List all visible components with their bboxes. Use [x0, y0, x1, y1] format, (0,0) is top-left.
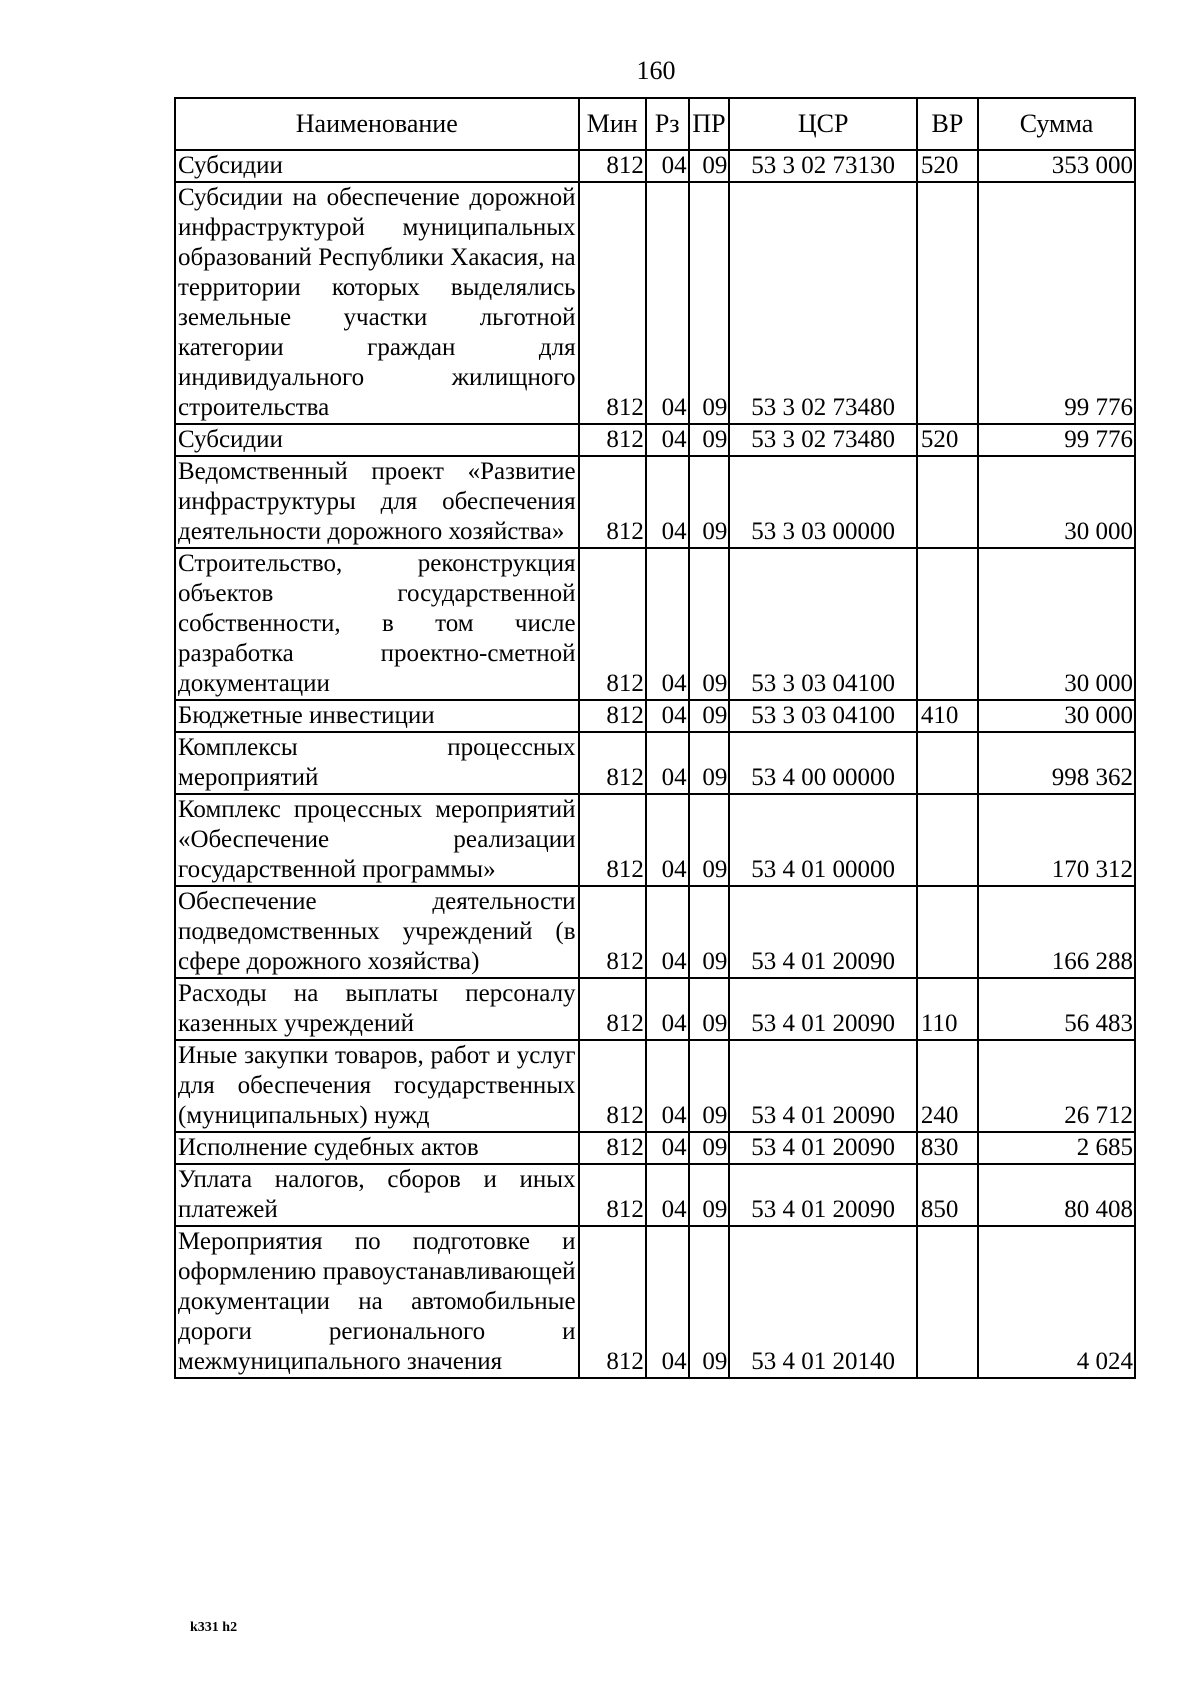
header-rz: Рз	[646, 98, 689, 150]
cell-sum: 353 000	[978, 150, 1135, 182]
cell-csr: 53 3 02 73480	[729, 424, 917, 456]
cell-vr	[917, 732, 978, 794]
table-row	[175, 182, 1135, 424]
cell-pr: 09	[689, 1132, 730, 1164]
cell-name: Субсидии	[175, 150, 579, 182]
table-row	[175, 978, 1135, 1040]
cell-name: Бюджетные инвестиции	[175, 700, 579, 732]
cell-rz: 04	[646, 150, 689, 182]
table-row	[175, 424, 1135, 456]
cell-min: 812	[579, 1164, 646, 1226]
cell-csr: 53 4 01 20090	[729, 886, 917, 978]
header-vr: ВР	[917, 98, 978, 150]
cell-rz: 04	[646, 732, 689, 794]
cell-min: 812	[579, 1040, 646, 1132]
cell-pr: 09	[689, 548, 730, 700]
cell-min: 812	[579, 548, 646, 700]
cell-min: 812	[579, 700, 646, 732]
cell-csr: 53 3 03 04100	[729, 700, 917, 732]
cell-min: 812	[579, 1226, 646, 1378]
cell-sum: 998 362	[978, 732, 1135, 794]
cell-pr: 09	[689, 1040, 730, 1132]
cell-min: 812	[579, 182, 646, 424]
cell-rz: 04	[646, 1226, 689, 1378]
cell-name: Исполнение судебных актов	[175, 1132, 579, 1164]
table-row	[175, 1226, 1135, 1378]
cell-pr: 09	[689, 182, 730, 424]
budget-table	[174, 97, 1136, 1379]
cell-pr: 09	[689, 886, 730, 978]
cell-vr	[917, 886, 978, 978]
table-row	[175, 1040, 1135, 1132]
cell-rz: 04	[646, 548, 689, 700]
cell-vr: 110	[917, 978, 978, 1040]
cell-vr: 520	[917, 150, 978, 182]
cell-min: 812	[579, 886, 646, 978]
header-csr: ЦСР	[729, 98, 917, 150]
cell-pr: 09	[689, 456, 730, 548]
cell-sum: 99 776	[978, 182, 1135, 424]
cell-sum: 56 483	[978, 978, 1135, 1040]
cell-csr: 53 4 01 20090	[729, 1164, 917, 1226]
cell-min: 812	[579, 732, 646, 794]
cell-pr: 09	[689, 794, 730, 886]
cell-vr	[917, 548, 978, 700]
table-row	[175, 732, 1135, 794]
table-row	[175, 548, 1135, 700]
cell-name: Субсидии на обеспечение дорожной инфраструктурой муниципальных образований Республики Хакасия, на территории которых выделялись земельные участки льготной категории граждан для индивидуального жилищного строительства	[175, 182, 579, 424]
table-row	[175, 1132, 1135, 1164]
table-row	[175, 794, 1135, 886]
cell-name: Расходы на выплаты персоналу казенных учреждений	[175, 978, 579, 1040]
cell-csr: 53 4 00 00000	[729, 732, 917, 794]
cell-vr	[917, 1226, 978, 1378]
cell-name: Обеспечение деятельности подведомственных учреждений (в сфере дорожного хозяйства)	[175, 886, 579, 978]
cell-pr: 09	[689, 150, 730, 182]
cell-min: 812	[579, 150, 646, 182]
cell-csr: 53 4 01 20090	[729, 1132, 917, 1164]
cell-sum: 30 000	[978, 548, 1135, 700]
cell-pr: 09	[689, 978, 730, 1040]
cell-min: 812	[579, 456, 646, 548]
cell-min: 812	[579, 978, 646, 1040]
page-number: 160	[636, 56, 676, 85]
cell-vr: 850	[917, 1164, 978, 1226]
header-name: Наименование	[175, 98, 579, 150]
cell-rz: 04	[646, 456, 689, 548]
cell-name: Иные закупки товаров, работ и услуг для обеспечения государственных (муниципальных) нужд	[175, 1040, 579, 1132]
cell-csr: 53 4 01 00000	[729, 794, 917, 886]
cell-csr: 53 3 03 04100	[729, 548, 917, 700]
cell-sum: 80 408	[978, 1164, 1135, 1226]
cell-rz: 04	[646, 1164, 689, 1226]
cell-rz: 04	[646, 978, 689, 1040]
cell-sum: 170 312	[978, 794, 1135, 886]
cell-pr: 09	[689, 732, 730, 794]
cell-name: Уплата налогов, сборов и иных платежей	[175, 1164, 579, 1226]
header-min: Мин	[579, 98, 646, 150]
cell-csr: 53 4 01 20140	[729, 1226, 917, 1378]
header-pr: ПР	[689, 98, 730, 150]
cell-pr: 09	[689, 1226, 730, 1378]
cell-pr: 09	[689, 1164, 730, 1226]
cell-name: Комплекс процессных мероприятий «Обеспечение реализации государственной программы»	[175, 794, 579, 886]
cell-name: Ведомственный проект «Развитие инфраструктуры для обеспечения деятельности дорожного хозяйства»	[175, 456, 579, 548]
cell-name: Комплексы процессных мероприятий	[175, 732, 579, 794]
cell-sum: 166 288	[978, 886, 1135, 978]
cell-name: Мероприятия по подготовке и оформлению правоустанавливающей документации на автомобильные дороги регионального и межмуниципального значения	[175, 1226, 579, 1378]
cell-sum: 99 776	[978, 424, 1135, 456]
cell-rz: 04	[646, 182, 689, 424]
cell-csr: 53 3 02 73130	[729, 150, 917, 182]
cell-vr: 520	[917, 424, 978, 456]
cell-csr: 53 3 02 73480	[729, 182, 917, 424]
cell-rz: 04	[646, 1040, 689, 1132]
table-row	[175, 1164, 1135, 1226]
cell-vr	[917, 456, 978, 548]
cell-vr	[917, 794, 978, 886]
cell-rz: 04	[646, 700, 689, 732]
cell-rz: 04	[646, 1132, 689, 1164]
cell-name: Субсидии	[175, 424, 579, 456]
cell-rz: 04	[646, 424, 689, 456]
table-row	[175, 886, 1135, 978]
cell-sum: 4 024	[978, 1226, 1135, 1378]
cell-vr: 830	[917, 1132, 978, 1164]
cell-vr: 410	[917, 700, 978, 732]
cell-min: 812	[579, 1132, 646, 1164]
table-header-row	[175, 98, 1135, 150]
cell-rz: 04	[646, 794, 689, 886]
cell-vr	[917, 182, 978, 424]
cell-min: 812	[579, 424, 646, 456]
cell-pr: 09	[689, 424, 730, 456]
cell-sum: 2 685	[978, 1132, 1135, 1164]
cell-csr: 53 3 03 00000	[729, 456, 917, 548]
cell-csr: 53 4 01 20090	[729, 1040, 917, 1132]
cell-name: Строительство, реконструкция объектов государственной собственности, в том числе разработка проектно-сметной документации	[175, 548, 579, 700]
cell-csr: 53 4 01 20090	[729, 978, 917, 1040]
table-row	[175, 456, 1135, 548]
cell-vr: 240	[917, 1040, 978, 1132]
header-sum: Сумма	[978, 98, 1135, 150]
table-row	[175, 700, 1135, 732]
cell-min: 812	[579, 794, 646, 886]
footer-code: k331 h2	[190, 1620, 238, 1635]
cell-sum: 30 000	[978, 456, 1135, 548]
cell-sum: 30 000	[978, 700, 1135, 732]
table-row	[175, 150, 1135, 182]
table-body	[175, 150, 1135, 1378]
cell-pr: 09	[689, 700, 730, 732]
cell-rz: 04	[646, 886, 689, 978]
cell-sum: 26 712	[978, 1040, 1135, 1132]
